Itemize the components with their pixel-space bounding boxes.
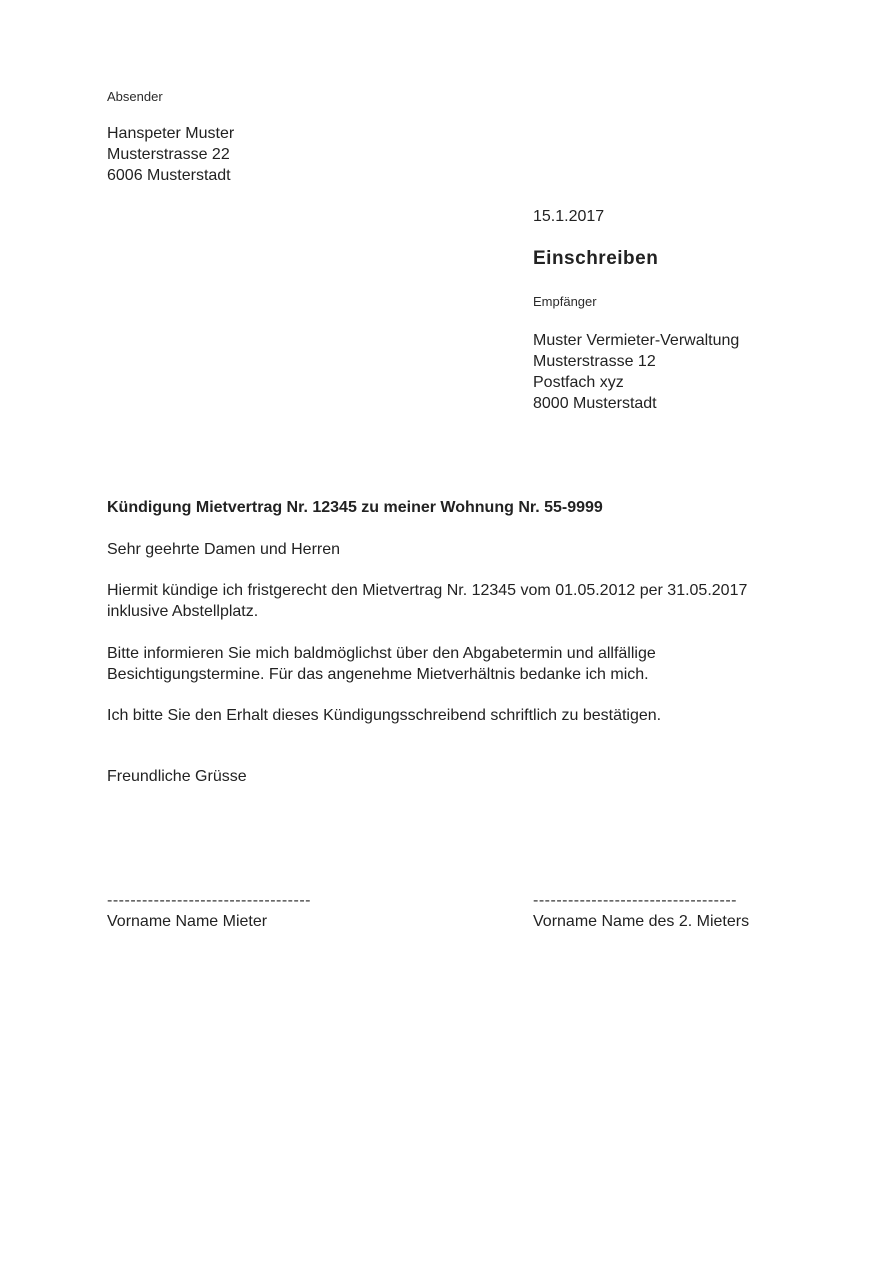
recipient-city: 8000 Musterstadt	[533, 395, 657, 412]
signature-block-tenant-2	[533, 890, 749, 932]
salutation: Sehr geehrte Damen und Herren	[107, 541, 341, 558]
recipient-address	[533, 330, 739, 414]
recipient-pobox: Postfach xyz	[533, 374, 624, 391]
closing: Freundliche Grüsse	[107, 768, 247, 785]
subject-line: Kündigung Mietvertrag Nr. 12345 zu meiner Wohnung Nr. 55-9999	[107, 499, 603, 516]
signature-label-tenant-1: Vorname Name Mieter	[107, 913, 268, 930]
signature-line: -----------------------------------	[107, 892, 311, 909]
recipient-street: Musterstrasse 12	[533, 353, 656, 370]
recipient-label: Empfänger	[533, 294, 597, 309]
delivery-method: Einschreiben	[533, 248, 659, 269]
body-paragraph-1: Hiermit kündige ich fristgerecht den Mietvertrag Nr. 12345 vom 01.05.2012 per 31.05.2017 inklusive Abstellplatz.	[107, 582, 748, 620]
body-paragraph-3: Ich bitte Sie den Erhalt dieses Kündigungsschreibend schriftlich zu bestätigen.	[107, 707, 662, 724]
letter-date: 15.1.2017	[533, 208, 605, 225]
sender-city: 6006 Musterstadt	[107, 167, 231, 184]
sender-name: Hanspeter Muster	[107, 125, 235, 142]
recipient-name: Muster Vermieter-Verwaltung	[533, 332, 740, 349]
signature-label-tenant-2: Vorname Name des 2. Mieters	[533, 913, 750, 930]
signature-line: -----------------------------------	[533, 892, 737, 909]
signature-block-tenant-1	[107, 890, 311, 932]
sender-address	[107, 123, 234, 186]
body-paragraph-2: Bitte informieren Sie mich baldmöglichst über den Abgabetermin und allfällige Besichtigungstermine. Für das angenehme Mietverhältnis bedanke ich mich.	[107, 645, 656, 683]
sender-label: Absender	[107, 89, 163, 104]
sender-street: Musterstrasse 22	[107, 146, 230, 163]
